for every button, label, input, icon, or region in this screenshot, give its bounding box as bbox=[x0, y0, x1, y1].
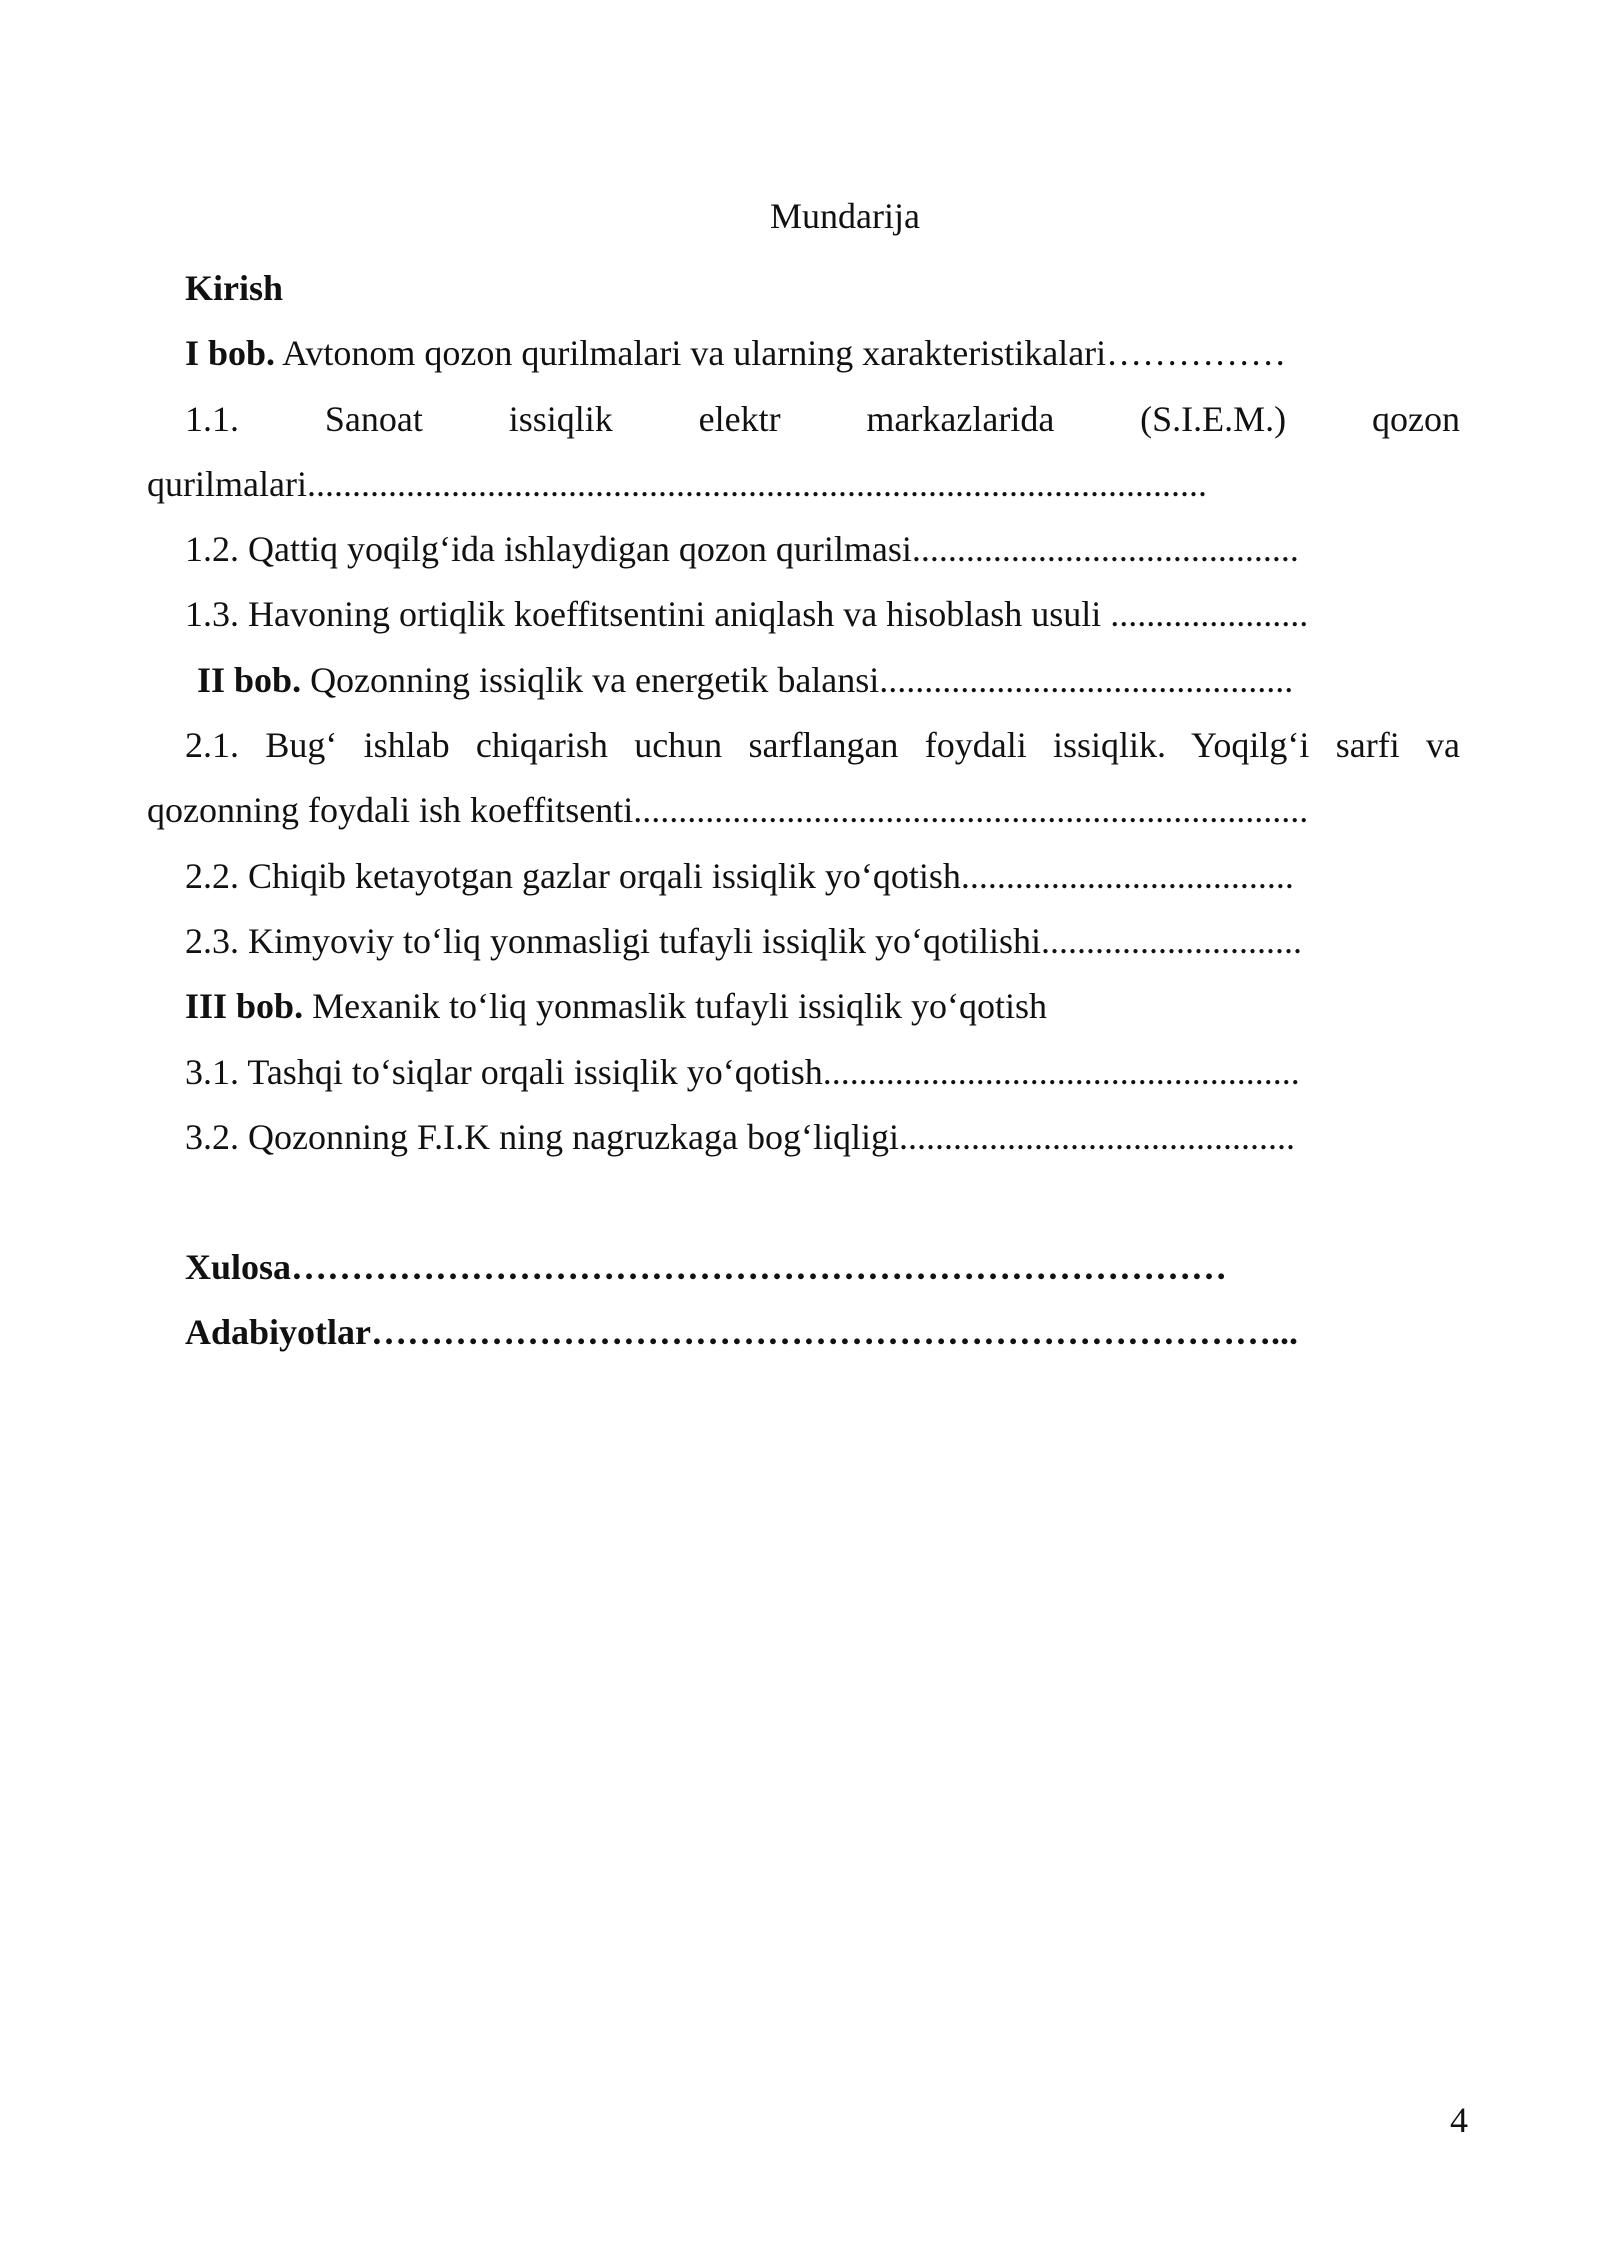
spacer bbox=[147, 1170, 1460, 1235]
toc-entry-label: III bob. bbox=[185, 986, 304, 1027]
toc-entry-chapter-1 bbox=[147, 321, 1460, 386]
toc-entry-leader: ............................................ bbox=[899, 1116, 1296, 1157]
toc-entry-text: 1.1. Sanoat issiqlik elektr markazlarida (S.I.E.M.) qozon bbox=[185, 398, 1460, 439]
toc-entry-leader: …………………………………………………………………... bbox=[371, 1312, 1299, 1353]
toc-entry-leader: ............................. bbox=[1041, 920, 1303, 961]
toc-entry-kirish bbox=[147, 256, 1460, 321]
toc-entry-label: Adabiyotlar bbox=[185, 1312, 372, 1353]
toc-entry-2-1 bbox=[147, 713, 1460, 778]
toc-entry-leader: ........................................................................... bbox=[633, 790, 1309, 831]
toc-entry-text: qurilmalari bbox=[147, 463, 307, 504]
toc-entry-text: Qozonning issiqlik va energetik balansi bbox=[301, 659, 880, 700]
page-number: 4 bbox=[1450, 2100, 1468, 2140]
toc-entry-xulosa bbox=[147, 1235, 1460, 1300]
toc-entry-3-1 bbox=[147, 1040, 1460, 1105]
toc-entry-chapter-2 bbox=[147, 648, 1460, 713]
toc-entry-2-1-continued bbox=[147, 778, 1460, 843]
toc-entry-label: Xulosa bbox=[185, 1247, 292, 1288]
toc-entry-leader: …………………………………………………………………… bbox=[291, 1247, 1228, 1288]
toc-entry-text: 2.2. Chiqib ketayotgan gazlar orqali issiqlik yo‘qotish bbox=[185, 855, 961, 896]
toc-entry-text: qozonning foydali ish koeffitsenti bbox=[147, 790, 634, 831]
toc-entry-text: 3.1. Tashqi to‘siqlar orqali issiqlik yo‘qotish bbox=[185, 1051, 823, 1092]
toc-entry-text: 1.3. Havoning ortiqlik koeffitsentini aniqlash va hisoblash usuli bbox=[185, 594, 1111, 635]
toc-entry-2-3 bbox=[147, 909, 1460, 974]
toc-entry-1-1-continued bbox=[147, 452, 1460, 517]
page-title: Mundarija bbox=[770, 196, 920, 236]
table-of-contents bbox=[147, 256, 1460, 1366]
toc-entry-text: Mexanik to‘liq yonmaslik tufayli issiqlik yo‘qotish bbox=[303, 986, 1048, 1027]
toc-entry-1-2 bbox=[147, 517, 1460, 582]
toc-entry-leader: ........................................... bbox=[911, 529, 1299, 570]
toc-entry-1-3 bbox=[147, 582, 1460, 647]
toc-entry-chapter-3 bbox=[147, 974, 1460, 1039]
toc-entry-leader: …………… bbox=[1106, 333, 1287, 374]
toc-entry-leader: ...................... bbox=[1110, 594, 1309, 635]
toc-entry-text: 2.1. Bug‘ ishlab chiqarish uchun sarflangan foydali issiqlik. Yoqilg‘i sarfi va bbox=[185, 725, 1460, 766]
toc-entry-leader: ..................................... bbox=[960, 855, 1294, 896]
toc-entry-text: 2.3. Kimyoviy to‘liq yonmasligi tufayli issiqlik yo‘qotilishi bbox=[185, 920, 1042, 961]
toc-entry-leader: .................................................................................................... bbox=[306, 463, 1207, 504]
toc-entry-leader: ..................................................... bbox=[822, 1051, 1300, 1092]
toc-entry-3-2 bbox=[147, 1105, 1460, 1170]
toc-entry-text: 1.2. Qattiq yoqilg‘ida ishlaydigan qozon qurilmasi bbox=[185, 529, 912, 570]
toc-entry-label: II bob. bbox=[197, 659, 302, 700]
toc-entry-text: 3.2. Qozonning F.I.K ning nagruzkaga bog‘liqligi bbox=[185, 1116, 900, 1157]
toc-entry-label: Kirish bbox=[185, 268, 284, 308]
toc-entry-2-2 bbox=[147, 844, 1460, 909]
toc-entry-adabiyotlar bbox=[147, 1300, 1460, 1365]
toc-entry-1-1 bbox=[147, 387, 1460, 452]
toc-entry-text: Avtonom qozon qurilmalari va ularning xarakteristikalari bbox=[275, 333, 1107, 374]
toc-entry-leader: .............................................. bbox=[879, 659, 1294, 700]
toc-entry-label: I bob. bbox=[185, 333, 276, 374]
